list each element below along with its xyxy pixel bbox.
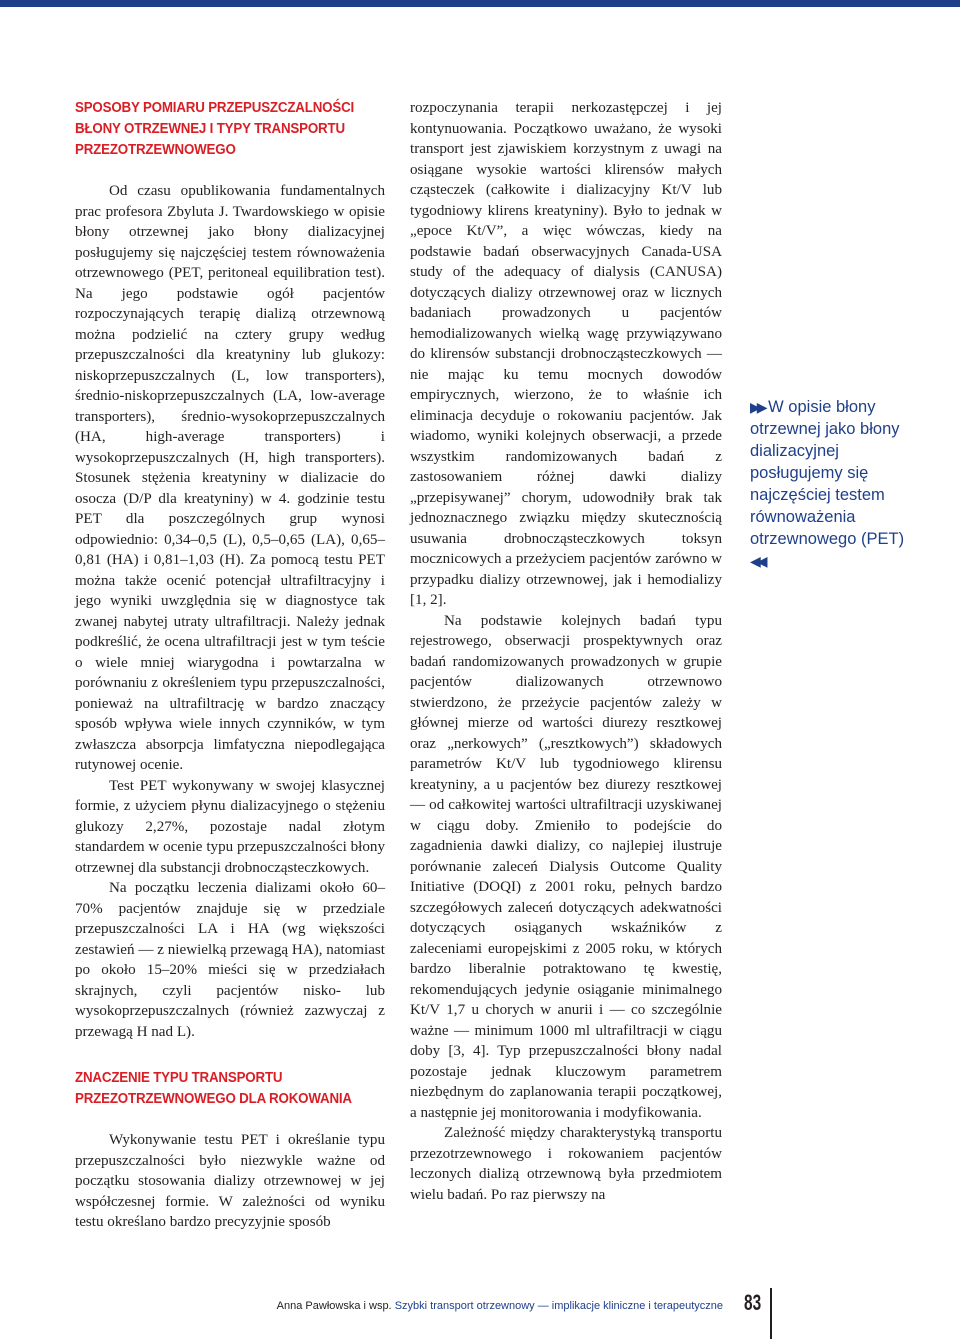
middle-column [410,98,722,1205]
paragraph: Test PET wykonywany w swojej klasycznej formie, z użyciem płynu dializacyjnego o stężeniu glukozy 2,27%, pozostaje nadal złotym standardem w ocenie typu przepuszczalności błony otrzewnej dla substancji drobnocząsteczkowych. [75,777,385,876]
paragraph: rozpoczynania terapii nerkozastępczej i jej kontynuowania. Początkowo uważano, że wysoki transport jest zjawiskiem korzystnym z uwagi na osiągane wysokie wartości klirensów małych cząsteczek (całkowite i dializacyjny Kt/V lub tygodniowy klirens kreatyniny). Było to jednak w „epoce Kt/V”, a więc wówczas, kiedy na podstawie badań obserwacyjnych Canada-USA study of the adequacy of dialysis (CANUSA) dotyczących dializy otrzewnowej oraz w licznych badaniach prowadzonych u pacjentów hemodializowanych wielką wagę przywiązywano do klirensów substancji drobnocząsteczkowych — nie mając ku temu mocnych dowodów empirycznych, wierzono, że to właśnie ich eliminacja decyduje o rokowaniu pacjentów. Jak wiadomo, wyniki kolejnych obserwacji, a przede wszystkim randomizowanych badań z zastosowaniem różnej dawki dializy „przepisywanej” chorym, udowodniły brak tak jednoznacznego związku między skutecznością usuwania drobnocząsteczkowych toksyn mocznicowych a przeżyciem pacjentów zarówno w przypadku dializy otrzewnowej, jak i hemodializy [1, 2]. [410,100,722,608]
left-column [75,98,385,1233]
pullquote-close-arrows-icon: ◀◀ [750,553,764,569]
page-number-divider [770,1288,772,1339]
section-heading-znaczenie [75,1068,360,1110]
heading-line: ZNACZENIE TYPU TRANSPORTU [75,1070,283,1086]
top-color-bar [0,0,960,7]
paragraph: Wykonywanie testu PET i określanie typu przepuszczalności było niezwykle ważne od początku stosowania dializy otrzewnowej w jej współczesnej formie. W zależności od wyniku testu określano bardzo precyzyjnie sposób [75,1132,385,1230]
pullquote-text: W opisie błony otrzewnej jako błony dializacyjnej posługujemy się najczęściej testem równoważenia otrzewnowego (PET) [750,398,905,548]
heading-line: SPOSOBY POMIARU PRZEPUSZCZALNOŚCI [75,100,355,116]
paragraph: Zależność między charakterystyką transportu przezotrzewnowego i rokowaniem pacjentów leczonych dializą otrzewnową była przedmiotem wielu badań. Po raz pierwszy na [410,1125,722,1203]
section-heading-sposoby [75,98,360,161]
page-number: 83 [744,1290,762,1315]
heading-line: BŁONY OTRZEWNEJ I TYPY TRANSPORTU [75,121,345,137]
pull-quote [750,396,910,572]
heading-line: PRZEZOTRZEWNOWEGO [75,142,236,158]
running-footer [253,1300,723,1312]
heading-line: PRZEZOTRZEWNOWEGO DLA ROKOWANIA [75,1091,352,1107]
paragraph: Na podstawie kolejnych badań typu rejestrowego, obserwacji prospektywnych oraz badań randomizowanych prowadzonych w grupie pacjentów dializowanych otrzewnowo stwierdzono, że przeżycie pacjentów zależy w głównej mierze od wartości diurezy resztkowej oraz „nerkowych” („resztkowych”) składowych parametrów Kt/V lub tygodniowego klirensu kreatyniny, a u pacjentów bez diurezy resztkowej — od całkowitej wartości ultrafiltracji uzyskiwanej w ciągu doby. Zmieniło to podejście do zagadnienia dawki dializy, co najlepiej ilustruje porównanie zaleceń Dialysis Outcome Quality Initiative (DOQI) z 2001 roku, pełnych bardzo szczegółowych zaleceń dotyczących adekwatności dotyczących osiąganych wskaźników z zaleceniami europejskimi z 2005 roku, w których bardzo liberalnie potraktowano tę kwestię, rekomendujących jedynie osiąganie minimalnego Kt/V 1,7 u chorych w anurii i — co szczególnie ważne — minimum 1000 ml ultrafiltracji w ciągu doby [3, 4]. Typ przepuszczalności błony nadal pozostaje jednak kluczowym parametrem niezbędnym do zaplanowania terapii początkowej, a następnie jej monitorowania i modyfikowania. [410,612,722,1121]
pullquote-open-arrows-icon: ▶▶ [750,399,764,415]
paragraph: Od czasu opublikowania fundamentalnych prac profesora Zbyluta J. Twardowskiego w opisie błony otrzewnej jako błony dializacyjnej posługujemy się najczęściej testem równoważenia otrzewnowego (PET, peritoneal equilibration test). Na jego podstawie ogół pacjentów rozpoczynających terapię dializą otrzewnową można podzielić na cztery grupy według przepuszczalności dla kreatyniny lub glukozy: niskoprzepuszczalnych (L, low transporters), średnio-niskoprzepuszczalnych (LA, low-average transporters), średnio-wysokoprzepuszczalnych (HA, high-average transporters) i wysokoprzepuszczalnych (H, high transporters). Stosunek stężenia kreatyniny w dializacie do osocza (D/P dla kreatyniny) w 4. godzinie testu PET dla poszczególnych grup wynosi odpowiednio: 0,34–0,5 (L), 0,5–0,65 (LA), 0,65–0,81 (HA) i 0,81–1,03 (H). Za pomocą testu PET można także ocenić potencjał ultrafiltracyjny i jego wyniki uwzględnia się w diagnostyce tak zwanej nabytej utraty ultrafiltracji. Należy jednak podkreślić, że ocena ultrafiltracji jest w tym teście o wiele mniej wiarygodna i powtarzalna w porównaniu z określeniem typu przepuszczalności, ponieważ na ultrafiltrację w bardzo znaczący sposób wpływa wiele innych czynników, w tym zwłaszcza absorpcja limfatyczna niepodlegająca rutynowej ocenie. [75,183,385,773]
footer-title: Szybki transport otrzewnowy — implikacje kliniczne i terapeutyczne [394,1300,723,1312]
paragraph: Na początku leczenia dializami około 60–70% pacjentów znajduje się w przedziale przepuszczalności LA i HA (wg większości zestawień — z niewielką przewagą HA), natomiast po około 15–20% mieści się w przedziałach skrajnych, czyli pacjentów nisko- lub wysokoprzepuszczalnych (również zazwyczaj z przewagą H nad L). [75,880,385,1040]
footer-author: Anna Pawłowska i wsp. [276,1300,392,1312]
